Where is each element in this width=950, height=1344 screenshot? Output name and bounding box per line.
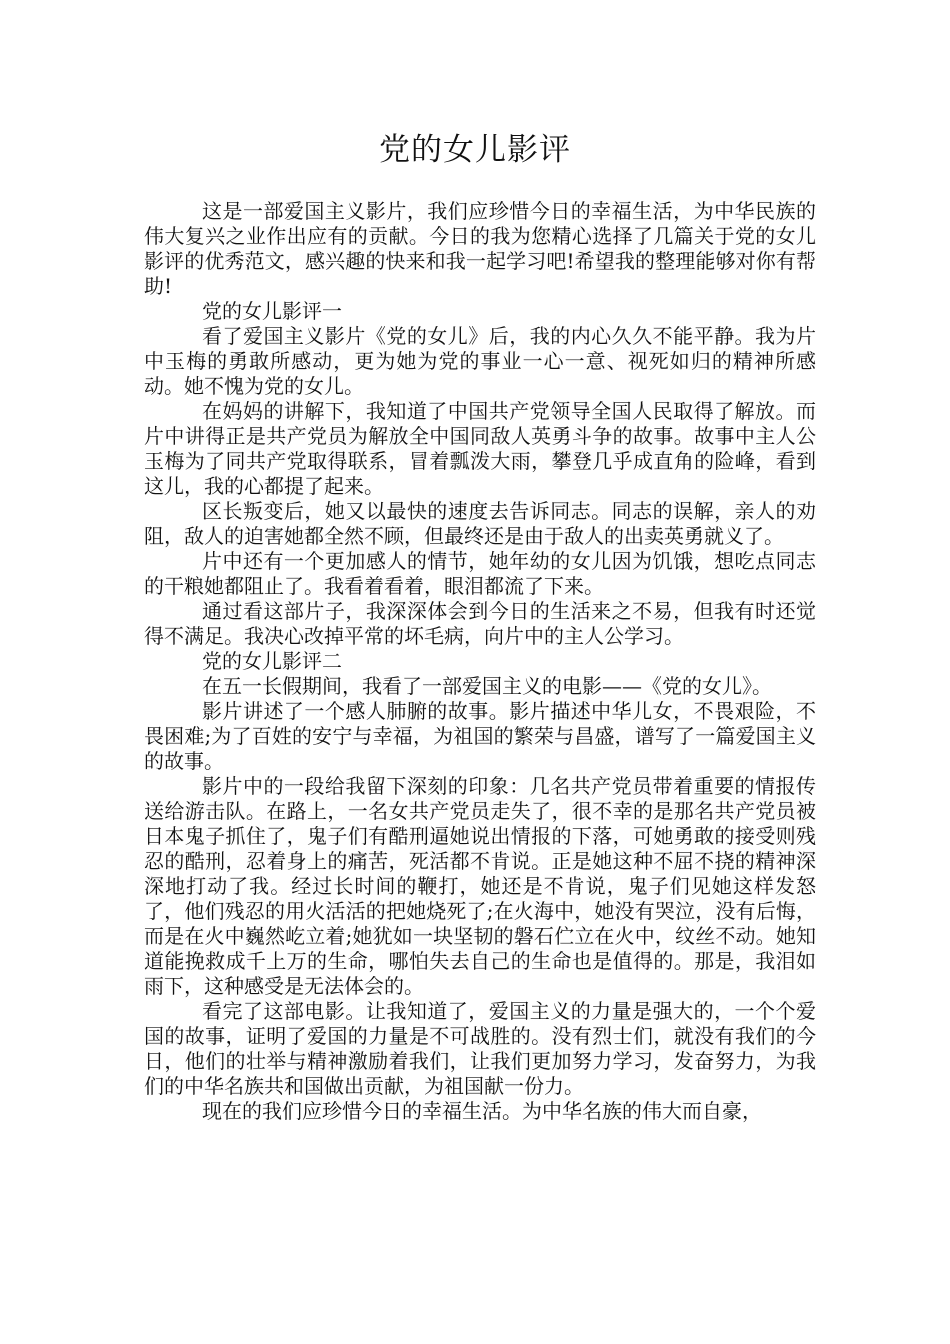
section-heading-review-one: 党的女儿影评一 xyxy=(202,299,342,323)
paragraph: 通过看这部片子，我深深体会到今日的生活来之不易，但我有时还觉得不满足。我决心改掉平常的坏毛病，向片中的主人公学习。 xyxy=(144,599,816,648)
paragraph: 片中还有一个更加感人的情节，她年幼的女儿因为饥饿，想吃点同志的干粮她都阻止了。我看着看着，眼泪都流了下来。 xyxy=(144,549,816,598)
section-heading-review-two: 党的女儿影评二 xyxy=(202,649,342,673)
document-title: 党的女儿影评 xyxy=(379,132,571,168)
paragraph: 影片中的一段给我留下深刻的印象：几名共产党员带着重要的情报传送给游击队。在路上，一名女共产党员走失了，很不幸的是那名共产党员被日本鬼子抓住了，鬼子们有酷刑逼她说出情报的下落，可她勇敢的接受则残忍的酷刑，忍着身上的痛苦，死活都不肯说。正是她这种不屈不挠的精神深深地打动了我。经过长时间的鞭打，她还是不肯说，鬼子们见她这样发怒了，他们残忍的用火活活的把她烧死了;在火海中，她没有哭泣，没有后悔，而是在火中巍然屹立着;她犹如一块坚韧的磐石伫立在火中，纹丝不动。她知道能挽救成千上万的生命，哪怕失去自己的生命也是值得的。那是，我泪如雨下，这种感受是无法体会的。 xyxy=(144,774,816,998)
document-body xyxy=(144,199,816,1124)
paragraph: 看了爱国主义影片《党的女儿》后，我的内心久久不能平静。我为片中玉梅的勇敢所感动，更为她为党的事业一心一意、视死如归的精神所感动。她不愧为党的女儿。 xyxy=(144,324,816,398)
paragraph: 在五一长假期间，我看了一部爱国主义的电影——《党的女儿》。 xyxy=(202,674,772,698)
paragraph: 看完了这部电影。让我知道了，爱国主义的力量是强大的，一个个爱国的故事，证明了爱国的力量是不可战胜的。没有烈士们，就没有我们的今日，他们的壮举与精神激励着我们，让我们更加努力学习，发奋努力，为我们的中华名族共和国做出贡献，为祖国献一份力。 xyxy=(144,999,816,1098)
paragraph: 现在的我们应珍惜今日的幸福生活。为中华名族的伟大而自豪， xyxy=(202,1099,762,1123)
paragraph: 在妈妈的讲解下，我知道了中国共产党领导全国人民取得了解放。而片中讲得正是共产党员为解放全中国同敌人英勇斗争的故事。故事中主人公玉梅为了同共产党取得联系，冒着瓢泼大雨，攀登几乎成直角的险峰，看到这儿，我的心都提了起来。 xyxy=(144,399,816,498)
paragraph-intro: 这是一部爱国主义影片，我们应珍惜今日的幸福生活，为中华民族的伟大复兴之业作出应有的贡献。今日的我为您精心选择了几篇关于党的女儿影评的优秀范文，感兴趣的快来和我一起学习吧!希望我的整理能够对你有帮助! xyxy=(144,199,816,298)
paragraph: 区长叛变后，她又以最快的速度去告诉同志。同志的误解，亲人的劝阻，敌人的迫害她都全然不顾，但最终还是由于敌人的出卖英勇就义了。 xyxy=(144,499,816,548)
paragraph: 影片讲述了一个感人肺腑的故事。影片描述中华儿女，不畏艰险，不畏困难;为了百姓的安宁与幸福，为祖国的繁荣与昌盛，谱写了一篇爱国主义的故事。 xyxy=(144,699,816,773)
